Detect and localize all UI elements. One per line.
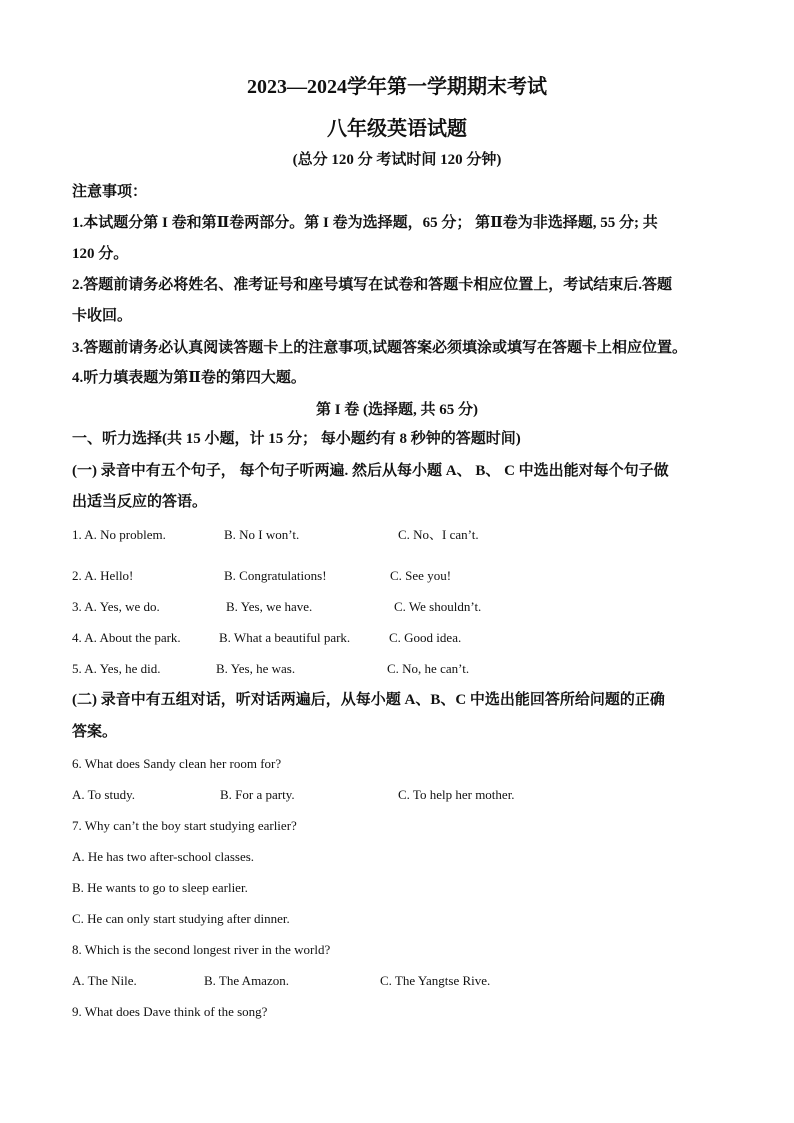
question-9: 9. What does Dave think of the song? xyxy=(72,1004,268,1019)
question-6: 6. What does Sandy clean her room for? xyxy=(72,756,282,771)
question-6-option-a: A. To study. xyxy=(72,787,136,802)
question-3: 3. A. Yes, we do. xyxy=(72,599,160,614)
question-1: 1. A. No problem. xyxy=(72,527,166,542)
question-7-option-b: B. He wants to go to sleep earlier. xyxy=(72,880,248,895)
question-2: 2. A. Hello! xyxy=(72,568,134,583)
question-6-option-c: C. To help her mother. xyxy=(398,787,515,802)
question-8-option-c: C. The Yangtse Rive. xyxy=(380,973,491,988)
question-4-option-c: C. Good idea. xyxy=(389,630,462,645)
notice-line-2: 120 分。 xyxy=(72,246,129,262)
exam-subtitle: 八年级英语试题 xyxy=(327,118,467,140)
section-listening-title: 一、听力选择(共 15 小题，计 15 分； 每小题约有 8 秒钟的答题时间) xyxy=(72,431,521,447)
notice-heading: 注意事项： xyxy=(72,184,148,200)
subsection-2-line-2: 答案。 xyxy=(72,724,118,740)
question-8-option-b: B. The Amazon. xyxy=(204,973,289,988)
notice-line-6: 4.听力填表题为第Ⅱ卷的第四大题。 xyxy=(72,370,306,386)
question-1-option-b: B. No I won’t. xyxy=(224,527,300,542)
question-7: 7. Why can’t the boy start studying earlier? xyxy=(72,818,297,833)
question-6-option-b: B. For a party. xyxy=(220,787,295,802)
part-one-title: 第 I 卷 (选择题, 共 65 分) xyxy=(315,402,479,418)
question-4-option-b: B. What a beautiful park. xyxy=(219,630,351,645)
score-note: (总分 120 分 考试时间 120 分钟) xyxy=(292,152,502,168)
question-1-option-c: C. No、I can’t. xyxy=(398,527,479,542)
question-4: 4. A. About the park. xyxy=(72,630,181,645)
subsection-1-line-1: (一) 录音中有五个句子， 每个句子听两遍. 然后从每小题 A、 B、 C 中选出能对每个句子做 xyxy=(72,463,669,479)
question-2-option-c: C. See you! xyxy=(390,568,452,583)
question-5-option-b: B. Yes, he was. xyxy=(216,661,296,676)
question-5: 5. A. Yes, he did. xyxy=(72,661,161,676)
notice-line-1: 1.本试题分第 I 卷和第Ⅱ卷两部分。第 I 卷为选择题，65 分； 第Ⅱ卷为非选择题, 55 分; 共 xyxy=(72,215,658,231)
notice-line-4: 卡收回。 xyxy=(72,308,133,324)
question-3-option-b: B. Yes, we have. xyxy=(226,599,313,614)
question-5-option-c: C. No, he can’t. xyxy=(387,661,470,676)
notice-line-5: 3.答题前请务必认真阅读答题卡上的注意事项,试题答案必须填涂或填写在答题卡上相应位置。 xyxy=(72,340,688,356)
exam-title: 2023—2024学年第一学期期末考试 xyxy=(247,76,547,98)
question-2-option-b: B. Congratulations! xyxy=(224,568,327,583)
question-8: 8. Which is the second longest river in the world? xyxy=(72,942,331,957)
question-7-option-a: A. He has two after-school classes. xyxy=(72,849,255,864)
question-8-option-a: A. The Nile. xyxy=(72,973,137,988)
subsection-1-line-2: 出适当反应的答语。 xyxy=(72,494,208,510)
notice-line-3: 2.答题前请务必将姓名、准考证号和座号填写在试卷和答题卡相应位置上，考试结束后.答题 xyxy=(72,277,673,293)
question-7-option-c: C. He can only start studying after dinner. xyxy=(72,911,290,926)
question-3-option-c: C. We shouldn’t. xyxy=(394,599,482,614)
subsection-2-line-1: (二) 录音中有五组对话，听对话两遍后，从每小题 A、B、C 中选出能回答所给问题的正确 xyxy=(72,692,665,708)
